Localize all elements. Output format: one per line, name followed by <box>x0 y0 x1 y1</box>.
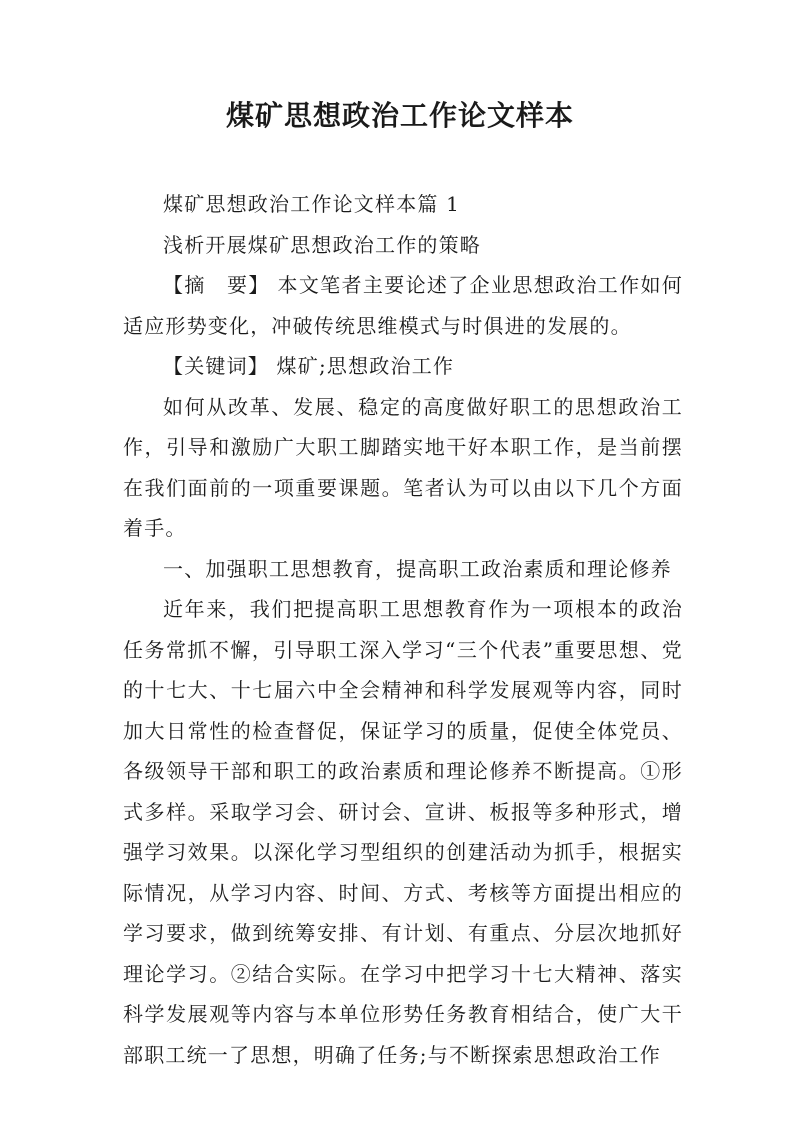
article-subtitle: 浅析开展煤矿思想政治工作的策略 <box>163 232 481 257</box>
document-title: 煤矿思想政治工作论文样本 <box>225 99 574 132</box>
intro-paragraph: 如何从改革、发展、稳定的高度做好职工的思想政治工作，引导和激励广大职工脚踏实地干好本职工作，是当前摆在我们面前的一项重要课题。笔者认为可以由以下几个方面着手。 <box>123 394 683 540</box>
section-heading: 一、加强职工思想教育，提高职工政治素质和理论修养 <box>163 556 672 581</box>
document-body <box>123 184 683 1075</box>
body-paragraph: 近年来，我们把提高职工思想教育作为一项根本的政治任务常抓不懈，引导职工深入学习“三个代表”重要思想、党的十七大、十七届六中全会精神和科学发展观等内容，同时加大日常性的检查督促，保证学习的质量，促使全体党员、各级领导干部和职工的政治素质和理论修养不断提高。①形式多样。采取学习会、研讨会、宣讲、板报等多种形式，增强学习效果。以深化学习型组织的创建活动为抓手，根据实际情况，从学习内容、时间、方式、考核等方面提出相应的学习要求，做到统筹安排、有计划、有重点、分层次地抓好理论学习。②结合实际。在学习中把学习十七大精神、落实科学发展观等内容与本单位形势任务教育相结合，使广大干部职工统一了思想，明确了任务;与不断探索思想政治工作 <box>123 597 683 1067</box>
article-heading: 煤矿思想政治工作论文样本篇 1 <box>163 192 461 216</box>
abstract-paragraph: 【摘 要】 本文笔者主要论述了企业思想政治工作如何适应形势变化，冲破传统思维模式与时俱进的发展的。 <box>123 273 683 338</box>
keywords-paragraph: 【关键词】 煤矿;思想政治工作 <box>163 354 455 378</box>
